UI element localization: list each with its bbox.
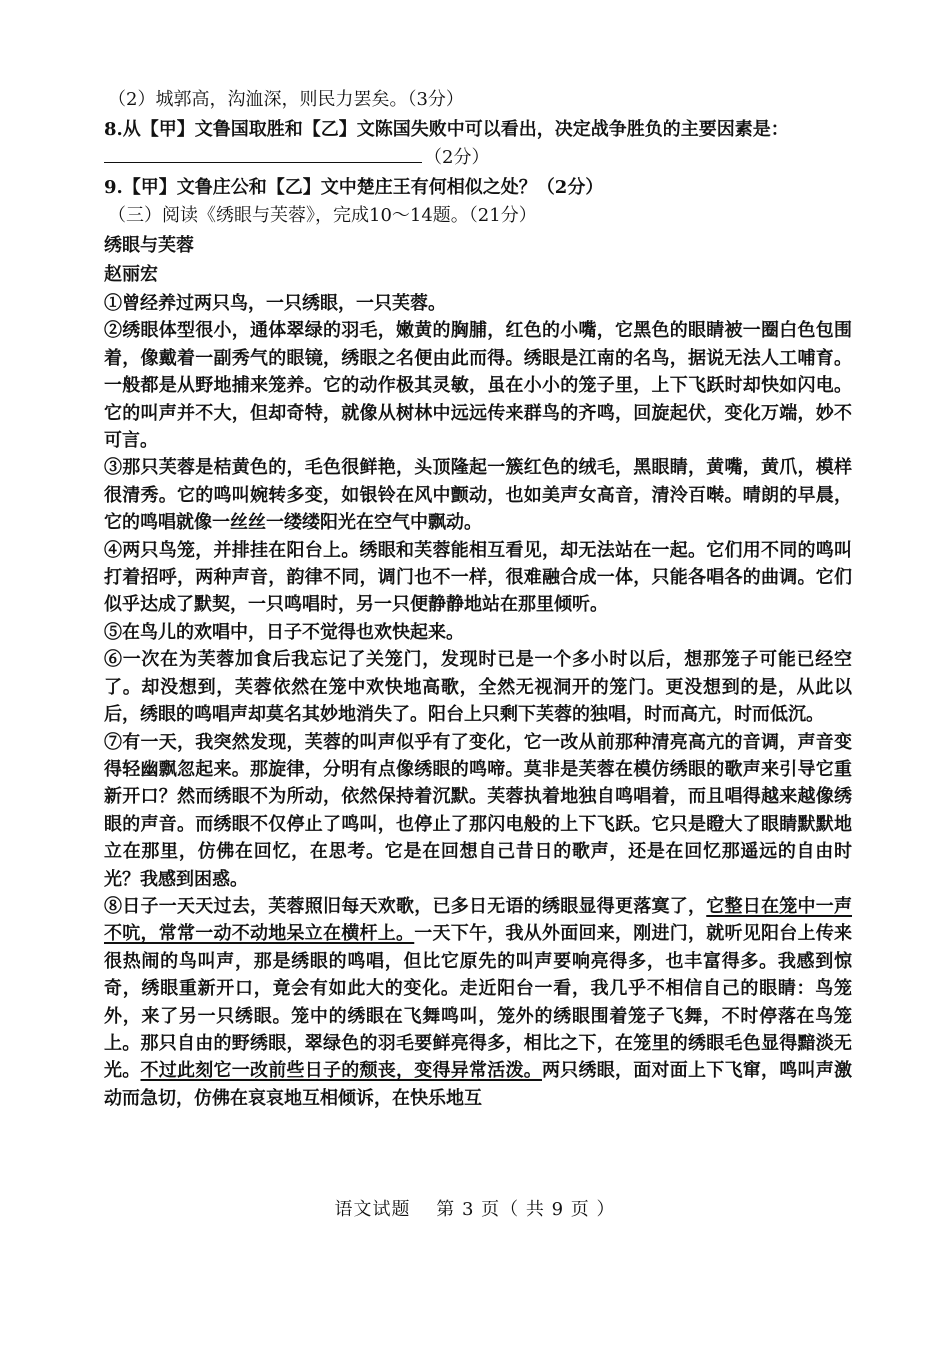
- paragraph-8: [104, 893, 852, 1112]
- page-footer: 语文试题 第 3 页（ 共 9 页 ）: [334, 1199, 616, 1220]
- paragraph-8-part-a: ⑧日子一天天过去，芙蓉照旧每天欢歌，已多日无语的绣眼显得更落寞了，: [104, 895, 707, 917]
- paragraph-1: ①曾经养过两只鸟，一只绣眼，一只芙蓉。: [104, 293, 446, 314]
- exam-page: [104, 86, 852, 1112]
- article-author: 赵丽宏: [104, 264, 158, 285]
- underlined-sentence-2: 不过此刻它一改前些日子的颓丧，变得异常活泼。: [140, 1060, 542, 1082]
- article-body: [104, 290, 852, 1112]
- underlined-sentence-1: 它整日在笼中一声不吭，常常一动不动地呆立在横杆上。: [104, 895, 852, 945]
- paragraph-5: ⑤在鸟儿的欢唱中，日子不觉得也欢快起来。: [104, 621, 464, 643]
- paragraph-6: ⑥一次在为芙蓉加食后我忘记了关笼门，发现时已是一个多小时以后，想那笼子可能已经空了。却没想到，芙蓉依然在笼中欢快地高歌，全然无视洞开的笼门。更没想到的是，从此以后，绣眼的鸣唱声却莫名其妙地消失了。阳台上只剩下芙蓉的独唱，时而高亢，时而低沉。: [104, 649, 852, 726]
- question-9: 9.【甲】文鲁庄公和【乙】文中楚庄王有何相似之处？（2分）: [104, 177, 604, 198]
- paragraph-3: ③那只芙蓉是桔黄色的，毛色很鲜艳，头顶隆起一簇红色的绒毛，黑眼睛，黄嘴，黄爪，模样很清秀。它的鸣叫婉转多变，如银铃在风中颤动，也如美声女高音，清泠百啭。晴朗的早晨，它的鸣唱就像一丝丝一缕缕阳光在空气中飘动。: [104, 457, 852, 534]
- answer-blank[interactable]: [104, 146, 422, 163]
- paragraph-8-part-b: 一天下午，我从外面回来，刚进门，就听见阳台上传来很热闹的鸟叫声，那是绣眼的鸣唱，但比它原先的叫声要响亮得多，也丰富得多。我感到惊奇，绣眼重新开口，竟会有如此大的变化。走近阳台一看，我几乎不相信自己的眼睛：鸟笼外，来了另一只绣眼。笼中的绣眼在飞舞鸣叫，笼外的绣眼围着笼子飞舞，不时停落在鸟笼上。那只自由的野绣眼，翠绿色的羽毛要鲜亮得多，相比之下，在笼里的绣眼毛色显得黯淡无光。: [104, 923, 852, 1082]
- question-8-prompt: 8.从【甲】文鲁国取胜和【乙】文陈国失败中可以看出，决定战争胜负的主要因素是：: [104, 119, 789, 140]
- paragraph-4: ④两只鸟笼，并排挂在阳台上。绣眼和芙蓉能相互看见，却无法站在一起。它们用不同的鸣叫打着招呼，两种声音，韵律不同，调门也不一样，很难融合成一体，只能各唱各的曲调。它们似乎达成了默契，一只鸣唱时，另一只便静静地站在那里倾听。: [104, 539, 852, 616]
- question-8-score: （2分）: [424, 147, 490, 168]
- paragraph-8-part-c: 两只绣眼，面对面上下飞窜，鸣叫声激动而急切，仿佛在哀哀地互相倾诉，在快乐地互: [104, 1060, 852, 1109]
- question-8-answer-line: [104, 144, 852, 172]
- paragraph-2: ②绣眼体型很小，通体翠绿的羽毛，嫩黄的胸脯，红色的小嘴，它黑色的眼睛被一圈白色包围着，像戴着一副秀气的眼镜，绣眼之名便由此而得。绣眼是江南的名鸟，据说无法人工哺育。一般都是从野地捕来笼养。它的动作极其灵敏，虽在小小的笼子里，上下飞跃时却快如闪电。它的叫声并不大，但却奇特，就像从树林中远远传来群鸟的齐鸣，回旋起伏，变化万端，妙不可言。: [104, 320, 852, 452]
- article-title: 绣眼与芙蓉: [104, 235, 194, 256]
- paragraph-7: ⑦有一天，我突然发现，芙蓉的叫声似乎有了变化，它一改从前那种清亮高亢的音调，声音变得轻幽飘忽起来。那旋律，分明有点像绣眼的鸣啼。莫非是芙蓉在模仿绣眼的歌声来引导它重新开口？然而绣眼不为所动，依然保持着沉默。芙蓉执着地独自鸣唱着，而且唱得越来越像绣眼的声音。而绣眼不仅停止了鸣叫，也停止了那闪电般的上下飞跃。它只是瞪大了眼睛默默地立在那里，仿佛在回忆，在思考。它是在回想自己昔日的歌声，还是在回忆那遥远的自由时光？我感到困惑。: [104, 731, 852, 890]
- section-heading: （三）阅读《绣眼与芙蓉》，完成10～14题。（21分）: [108, 205, 537, 226]
- question-7-2: （2）城郭高，沟洫深，则民力罢矣。（3分）: [108, 89, 464, 110]
